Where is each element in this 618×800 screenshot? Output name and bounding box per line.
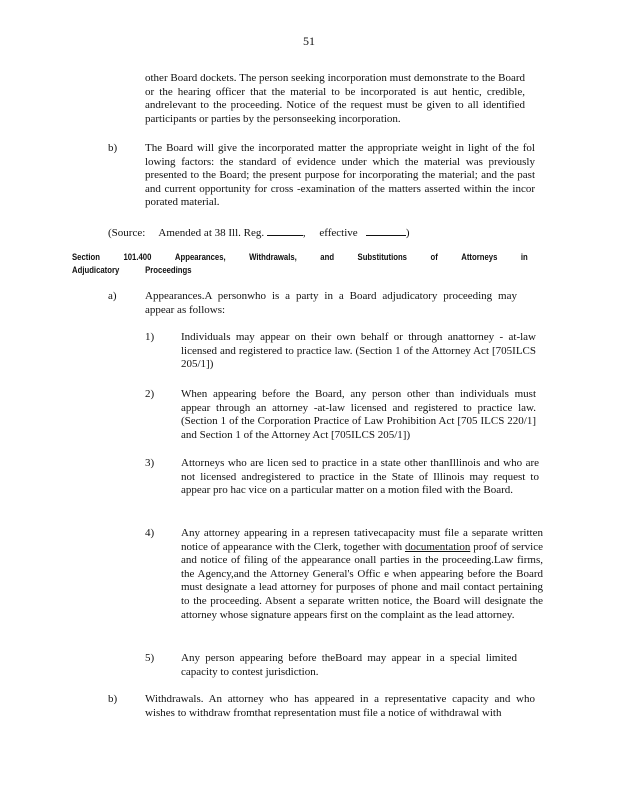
- subitem-3-label: 3): [145, 457, 155, 469]
- subitem-4-text: [181, 527, 543, 622]
- source-effective: effective: [319, 227, 358, 239]
- source-note: [108, 225, 410, 241]
- subitem-1-text: Individuals may appear on their own behalf or through anattorney - at-law licensed and registered to practice law. (Section 1 of the Attorney Act [705ILCS 205/1]): [181, 331, 536, 371]
- heading-word: Withdrawals,: [249, 252, 297, 262]
- source-amended: Amended at 38 Ill. Reg.: [158, 227, 265, 239]
- heading-word: Substitutions: [357, 252, 407, 262]
- heading-word: Attorneys: [461, 252, 498, 262]
- subitem-4-text-after: proof of service and notice of filing of the appearance onall parties in the proceeding.Law firms, the Agency,and the Attorney General's Offic e when appearing before the Board must designate a lead attorney for purposes of phone and mail contact pertaining to the proceeding. Absent a separate written notice, the Board will designate the attorney whose signature appears first on the complaint as the lead attorney.: [181, 540, 544, 621]
- item-a-label: a): [108, 290, 117, 302]
- para-b-label: b): [108, 142, 118, 154]
- subitem-2-label: 2): [145, 388, 155, 400]
- subitem-4-underlined: documentation: [404, 540, 471, 553]
- effective-blank: [366, 225, 406, 236]
- heading-word: Adjudicatory: [72, 264, 120, 275]
- subitem-2-text: When appearing before the Board, any person other than individuals must appear through an attorney -at-law licensed and registered to practice law. (Section 1 of the Corporation Practice of Law Prohibition Act [705 ILCS 220/1] and Section 1 of the Attorney Act [705ILCS 205/1]): [181, 388, 536, 441]
- subitem-4-text-before: Any attorney appearing in a represen tativecapacity must file a separate written notice of appearance with the Clerk, together with: [181, 527, 543, 553]
- heading-word: Proceedings: [145, 264, 192, 275]
- intro-paragraph: other Board dockets. The person seeking incorporation must demonstrate to the Board or the hearing officer that the material to be incorporated is aut hentic, credible, andrelevant to the proceeding. Notice of the request must be given to all identified participants or parties by the personseeking incorporation.: [145, 72, 525, 125]
- heading-word: Appearances,: [174, 252, 226, 262]
- para-b-text: The Board will give the incorporated matter the appropriate weight in light of the fol lowing factors: the standard of evidence under which the material was previously presented to the Board; the present purpose for incorporating the material; and the past and current opportunity for cross -examination of the matters asserted within the incor porated material.: [145, 142, 535, 209]
- source-close: ): [405, 227, 410, 239]
- section-heading: [72, 251, 528, 276]
- subitem-3-text: Attorneys who are licen sed to practice in a state other thanIllinois and who are not licensed andregistered to practice in the State of Illinois may request to appear pro hac vice on a particular matter on a motion filed with the Board.: [181, 457, 539, 497]
- item-b-label: b): [108, 693, 118, 705]
- heading-word: Section: [72, 252, 100, 262]
- heading-word: in: [520, 252, 528, 262]
- source-open: (Source:: [108, 227, 146, 239]
- page-number: 51: [303, 34, 315, 48]
- item-a-text: Appearances.A personwho is a party in a Board adjudicatory proceeding may appear as follows:: [145, 290, 517, 316]
- source-comma: ,: [302, 227, 306, 239]
- subitem-5-label: 5): [145, 652, 155, 664]
- subitem-4-label: 4): [145, 527, 155, 539]
- heading-word: of: [430, 252, 438, 262]
- item-b-text: Withdrawals. An attorney who has appeared in a representative capacity and who wishes to withdraw fromthat representation must file a notice of withdrawal with: [145, 693, 535, 719]
- subitem-5-text: Any person appearing before theBoard may appear in a special limited capacity to contest jurisdiction.: [181, 652, 517, 678]
- subitem-1-label: 1): [145, 331, 155, 343]
- reg-blank: [267, 225, 303, 236]
- heading-word: and: [320, 252, 335, 262]
- heading-word: 101.400: [123, 252, 152, 262]
